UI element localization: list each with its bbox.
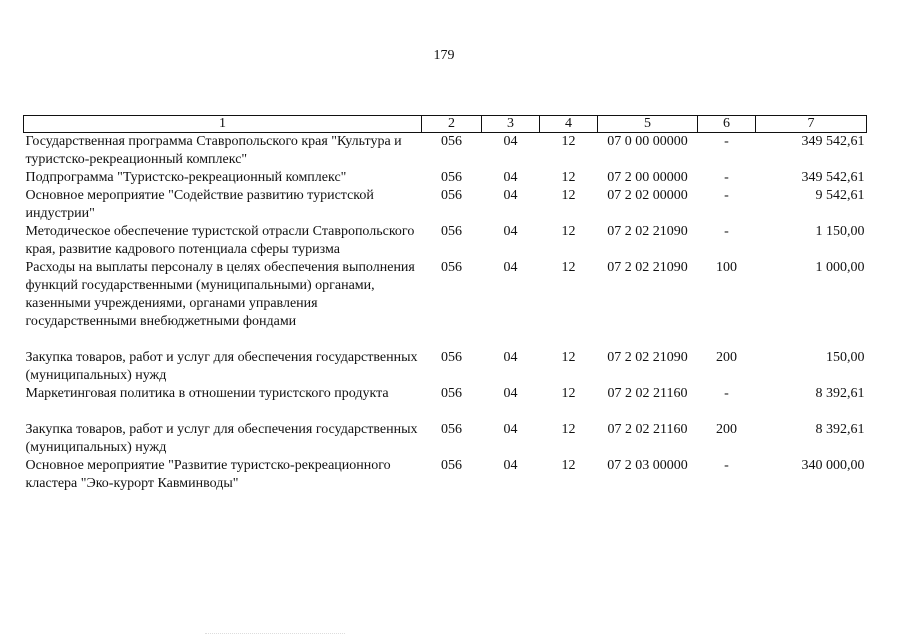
row-amount: 8 392,61 [815, 386, 865, 401]
row-subsection-code: 12 [561, 260, 576, 275]
row-expense-type: 100 [716, 260, 737, 275]
page-number: 179 [433, 48, 455, 63]
row-subsection-code: 12 [561, 188, 576, 203]
row-name: Подпрограмма "Туристско-рекреационный комплекс" [25, 170, 347, 185]
column-header: 7 [756, 116, 867, 133]
column-header: 3 [482, 116, 540, 133]
row-target-code: 07 2 02 21160 [607, 422, 688, 437]
row-ministry-code: 056 [441, 386, 462, 401]
row-section-code: 04 [503, 422, 518, 437]
table-row [24, 385, 867, 421]
table-row [24, 259, 867, 349]
row-ministry-code: 056 [441, 224, 462, 239]
row-subsection-code: 12 [561, 458, 576, 473]
scan-artifact [205, 633, 345, 637]
row-target-code: 07 2 02 21090 [607, 224, 688, 239]
row-amount: 150,00 [826, 350, 865, 365]
row-amount: 8 392,61 [815, 422, 865, 437]
row-subsection-code: 12 [561, 224, 576, 239]
row-amount: 349 542,61 [801, 134, 865, 149]
row-section-code: 04 [503, 170, 518, 185]
row-expense-type: - [724, 188, 729, 203]
row-section-code: 04 [503, 458, 518, 473]
row-section-code: 04 [503, 134, 518, 149]
row-amount: 1 000,00 [815, 260, 865, 275]
row-subsection-code: 12 [561, 350, 576, 365]
row-expense-type: - [724, 224, 729, 239]
table-row [24, 187, 867, 223]
row-amount: 349 542,61 [801, 170, 865, 185]
table-row [24, 223, 867, 259]
row-name: Закупка товаров, работ и услуг для обеспечения государственных (муниципальных) нужд [25, 422, 418, 455]
row-expense-type: - [724, 386, 729, 401]
row-ministry-code: 056 [441, 260, 462, 275]
row-amount: 340 000,00 [801, 458, 865, 473]
table-row [24, 349, 867, 385]
row-section-code: 04 [503, 386, 518, 401]
row-target-code: 07 2 02 21090 [607, 260, 688, 275]
column-header: 5 [598, 116, 698, 133]
column-header: 1 [24, 116, 422, 133]
row-amount: 9 542,61 [815, 188, 865, 203]
row-name: Основное мероприятие "Содействие развитию туристской индустрии" [25, 188, 374, 221]
row-target-code: 07 2 02 21090 [607, 350, 688, 365]
row-name: Основное мероприятие "Развитие туристско-рекреационного кластера "Эко-курорт Кавминводы" [25, 458, 391, 491]
column-header: 2 [422, 116, 482, 133]
row-section-code: 04 [503, 350, 518, 365]
row-subsection-code: 12 [561, 386, 576, 401]
row-target-code: 07 2 00 00000 [607, 170, 688, 185]
column-header: 4 [540, 116, 598, 133]
row-subsection-code: 12 [561, 422, 576, 437]
row-name: Государственная программа Ставропольского края "Культура и туристско-рекреационный комплекс" [25, 134, 402, 167]
table-row [24, 421, 867, 457]
table-header-row [24, 116, 867, 133]
row-ministry-code: 056 [441, 170, 462, 185]
row-expense-type: - [724, 170, 729, 185]
row-target-code: 07 2 02 21160 [607, 386, 688, 401]
row-ministry-code: 056 [441, 458, 462, 473]
row-target-code: 07 0 00 00000 [607, 134, 688, 149]
row-name: Закупка товаров, работ и услуг для обеспечения государственных (муниципальных) нужд [25, 350, 418, 383]
row-target-code: 07 2 03 00000 [607, 458, 688, 473]
row-expense-type: - [724, 458, 729, 473]
budget-table [23, 115, 867, 493]
row-expense-type: 200 [716, 422, 737, 437]
table-row [24, 457, 867, 493]
row-section-code: 04 [503, 188, 518, 203]
row-subsection-code: 12 [561, 134, 576, 149]
row-name: Расходы на выплаты персоналу в целях обеспечения выполнения функций государственными (муниципальными) органами, казенными учреждениями, органами управления государственными внебюджетными фондами [25, 260, 415, 329]
row-name: Маркетинговая политика в отношении туристского продукта [25, 386, 389, 401]
table-row [24, 169, 867, 187]
row-amount: 1 150,00 [815, 224, 865, 239]
column-header: 6 [698, 116, 756, 133]
row-subsection-code: 12 [561, 170, 576, 185]
row-expense-type: 200 [716, 350, 737, 365]
row-ministry-code: 056 [441, 350, 462, 365]
row-section-code: 04 [503, 224, 518, 239]
row-name: Методическое обеспечение туристской отрасли Ставропольского края, развитие кадрового потенциала сферы туризма [25, 224, 415, 257]
row-section-code: 04 [503, 260, 518, 275]
table-row [24, 133, 867, 170]
row-ministry-code: 056 [441, 134, 462, 149]
row-ministry-code: 056 [441, 188, 462, 203]
row-ministry-code: 056 [441, 422, 462, 437]
row-expense-type: - [724, 134, 729, 149]
row-target-code: 07 2 02 00000 [607, 188, 688, 203]
